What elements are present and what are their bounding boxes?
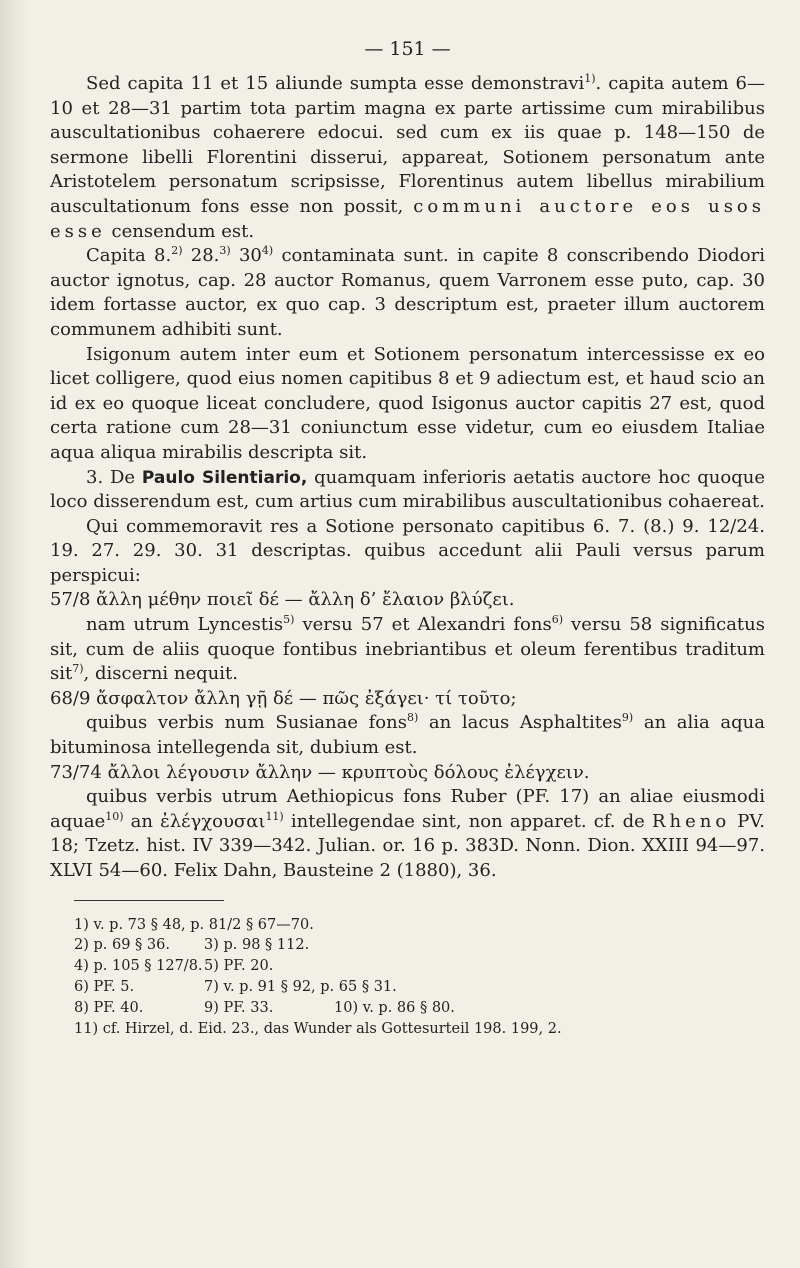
- text-run: 30: [230, 245, 262, 267]
- body-text: [50, 72, 765, 884]
- footnote-marker: 10): [105, 809, 124, 823]
- footnote: 4) p. 105 § 127/8.: [74, 958, 203, 975]
- paragraph: [50, 244, 765, 342]
- footnote-row: [74, 1019, 765, 1040]
- footnote-marker: 1): [584, 72, 596, 85]
- text-run: 57/8 ἄλλη μέθην ποιεῖ δέ — ἄλλη δ’ ἔλαιον βλύζει.: [50, 589, 515, 611]
- footnote-marker: 4): [261, 244, 274, 258]
- greek-verse-line: [50, 761, 765, 786]
- paragraph: [50, 711, 765, 760]
- text-run: Sed capita 11 et 15 aliunde sumpta esse demonstravi: [86, 73, 585, 94]
- footnote: 5) PF. 20.: [204, 958, 274, 975]
- greek-verse-line: [50, 588, 765, 613]
- paragraph: [50, 613, 765, 687]
- footnote-row: [74, 977, 765, 998]
- footnotes: [74, 915, 765, 1040]
- text-run: quibus verbis utrum Aethiopicus fons Ruber (PF. 17) an aliae eiusmodi aquae: [50, 786, 765, 832]
- text-run: PV. 18; Tzetz. hist. IV 339—342. Julian. or. 16 p. 383D. Nonn. Dion. XXIII 94—97. XLVI 54—60. Felix Dahn, Bausteine 2 (1880), 36.: [50, 810, 765, 881]
- text-run: an alia aqua bituminosa intellegenda sit, dubium est.: [50, 712, 766, 759]
- footnote-marker: 2): [171, 244, 183, 258]
- text-run: an lacus Asphaltites: [418, 712, 622, 734]
- text-run: contaminata sunt. in capite 8 conscribendo Diodori auctor ignotus, cap. 28 auctor Romanus, quem Varronem esse puto, cap. 30 idem fortasse auctor, ex quo cap. 3 descriptum est, praeter illum auctorem communem adhibiti sunt.: [50, 245, 765, 340]
- text-run: 73/74 ἄλλοι λέγουσιν ἄλλην — κρυπτοὺς δόλους ἐλέγχειν.: [50, 761, 590, 783]
- footnote-marker: 7): [72, 662, 84, 676]
- page-edge-shadow: [0, 0, 30, 1268]
- footnote-row: [74, 956, 765, 977]
- text-run: , discerni nequit.: [83, 663, 238, 685]
- text-run: Capita 8.: [86, 245, 172, 267]
- greek-verse-line: [50, 687, 765, 712]
- paragraph: [50, 72, 765, 244]
- footnote: 3) p. 98 § 112.: [204, 937, 310, 954]
- text-run: versu 58 significatus sit, cum de aliis quoque fontibus inebriantibus et oleum ferentibus traditum sit: [50, 614, 765, 685]
- footnote-marker: 5): [283, 613, 295, 627]
- text-run: 3. De: [86, 466, 142, 488]
- footnote-marker: 8): [406, 711, 419, 725]
- paragraph: [50, 515, 765, 589]
- footnote-row: [74, 998, 765, 1019]
- footnote-marker: 9): [621, 711, 634, 725]
- spaced-emphasis-text: communi auctore eos usos esse: [50, 195, 765, 242]
- text-run: 28.: [182, 245, 220, 267]
- paragraph: [50, 466, 765, 515]
- footnote-row: [74, 915, 765, 936]
- spaced-emphasis-text: Rheno: [651, 810, 731, 832]
- footnote: 10) v. p. 86 § 80.: [334, 999, 455, 1016]
- text-run: nam utrum Lyncestis: [86, 614, 284, 636]
- footnote: 1) v. p. 73 § 48, p. 81/2 § 67—70.: [74, 916, 314, 933]
- paragraph: [50, 343, 765, 466]
- footnote-marker: 3): [219, 244, 231, 258]
- text-run: Qui commemoravit res a Sotione personato capitibus 6. 7. (8.) 9. 12/24. 19. 27. 29. 30. 31 descriptas. quibus accedunt alii Pauli versus parum perspicui:: [50, 515, 765, 586]
- text-run: . capita autem 6—10 et 28—31 partim tota partim magna ex parte artissime cum mirabilibus auscultationibus cohaerere edocui. sed cum ex iis quae p. 148—150 de sermone libelli Florentini disserui, appareat, Sotionem personatum ante Aristotelem personatum scripsisse, Florentinus autem libellus mirabilium auscultationum fons esse non possit,: [50, 73, 765, 217]
- text-run: quibus verbis num Susianae fons: [86, 712, 407, 734]
- footnote: 11) cf. Hirzel, d. Eid. 23., das Wunder als Gottesurteil 198. 199, 2.: [74, 1020, 562, 1037]
- footnote: 7) v. p. 91 § 92, p. 65 § 31.: [204, 978, 397, 995]
- paragraph: [50, 785, 765, 883]
- text-run: an ἐλέγχουσαι: [123, 810, 266, 832]
- text-run: versu 57 et Alexandri fons: [294, 614, 552, 636]
- text-run: quamquam inferioris aetatis auctore hoc quoque loco disserendum est, cum artius cum mirabilibus auscultationibus cohaereat.: [50, 466, 765, 513]
- page-number: — 151 —: [364, 38, 451, 60]
- footnote: 6) PF. 5.: [74, 978, 135, 995]
- text-run: censendum est.: [105, 220, 255, 242]
- footnote: 9) PF. 33.: [204, 999, 274, 1016]
- text-run: 68/9 ἄσφαλτον ἄλλη γῇ δέ — πῶς ἐξάγει· τί τοῦτο;: [50, 687, 517, 709]
- footnote: 2) p. 69 § 36.: [74, 937, 170, 954]
- footnote-marker: 11): [265, 809, 284, 823]
- book-page: [50, 0, 765, 1039]
- bold-heading-text: Paulo Silentiario,: [141, 467, 308, 488]
- footnote-marker: 6): [551, 613, 564, 627]
- footnote: 8) PF. 40.: [74, 999, 144, 1016]
- text-run: intellegendae sint, non apparet. cf. de: [283, 810, 652, 832]
- footnote-divider: [74, 900, 224, 901]
- footnote-row: [74, 935, 765, 956]
- text-run: Isigonum autem inter eum et Sotionem personatum intercessisse ex eo licet colligere, quod eius nomen capitibus 8 et 9 adiectum est, et haud scio an id ex eo quoque liceat concludere, quod Isigonus auctor capitis 27 est, quod certa ratione cum 28—31 coniunctum esse videtur, cum eo eiusdem Italiae aqua aliqua mirabilis descripta sit.: [50, 343, 765, 463]
